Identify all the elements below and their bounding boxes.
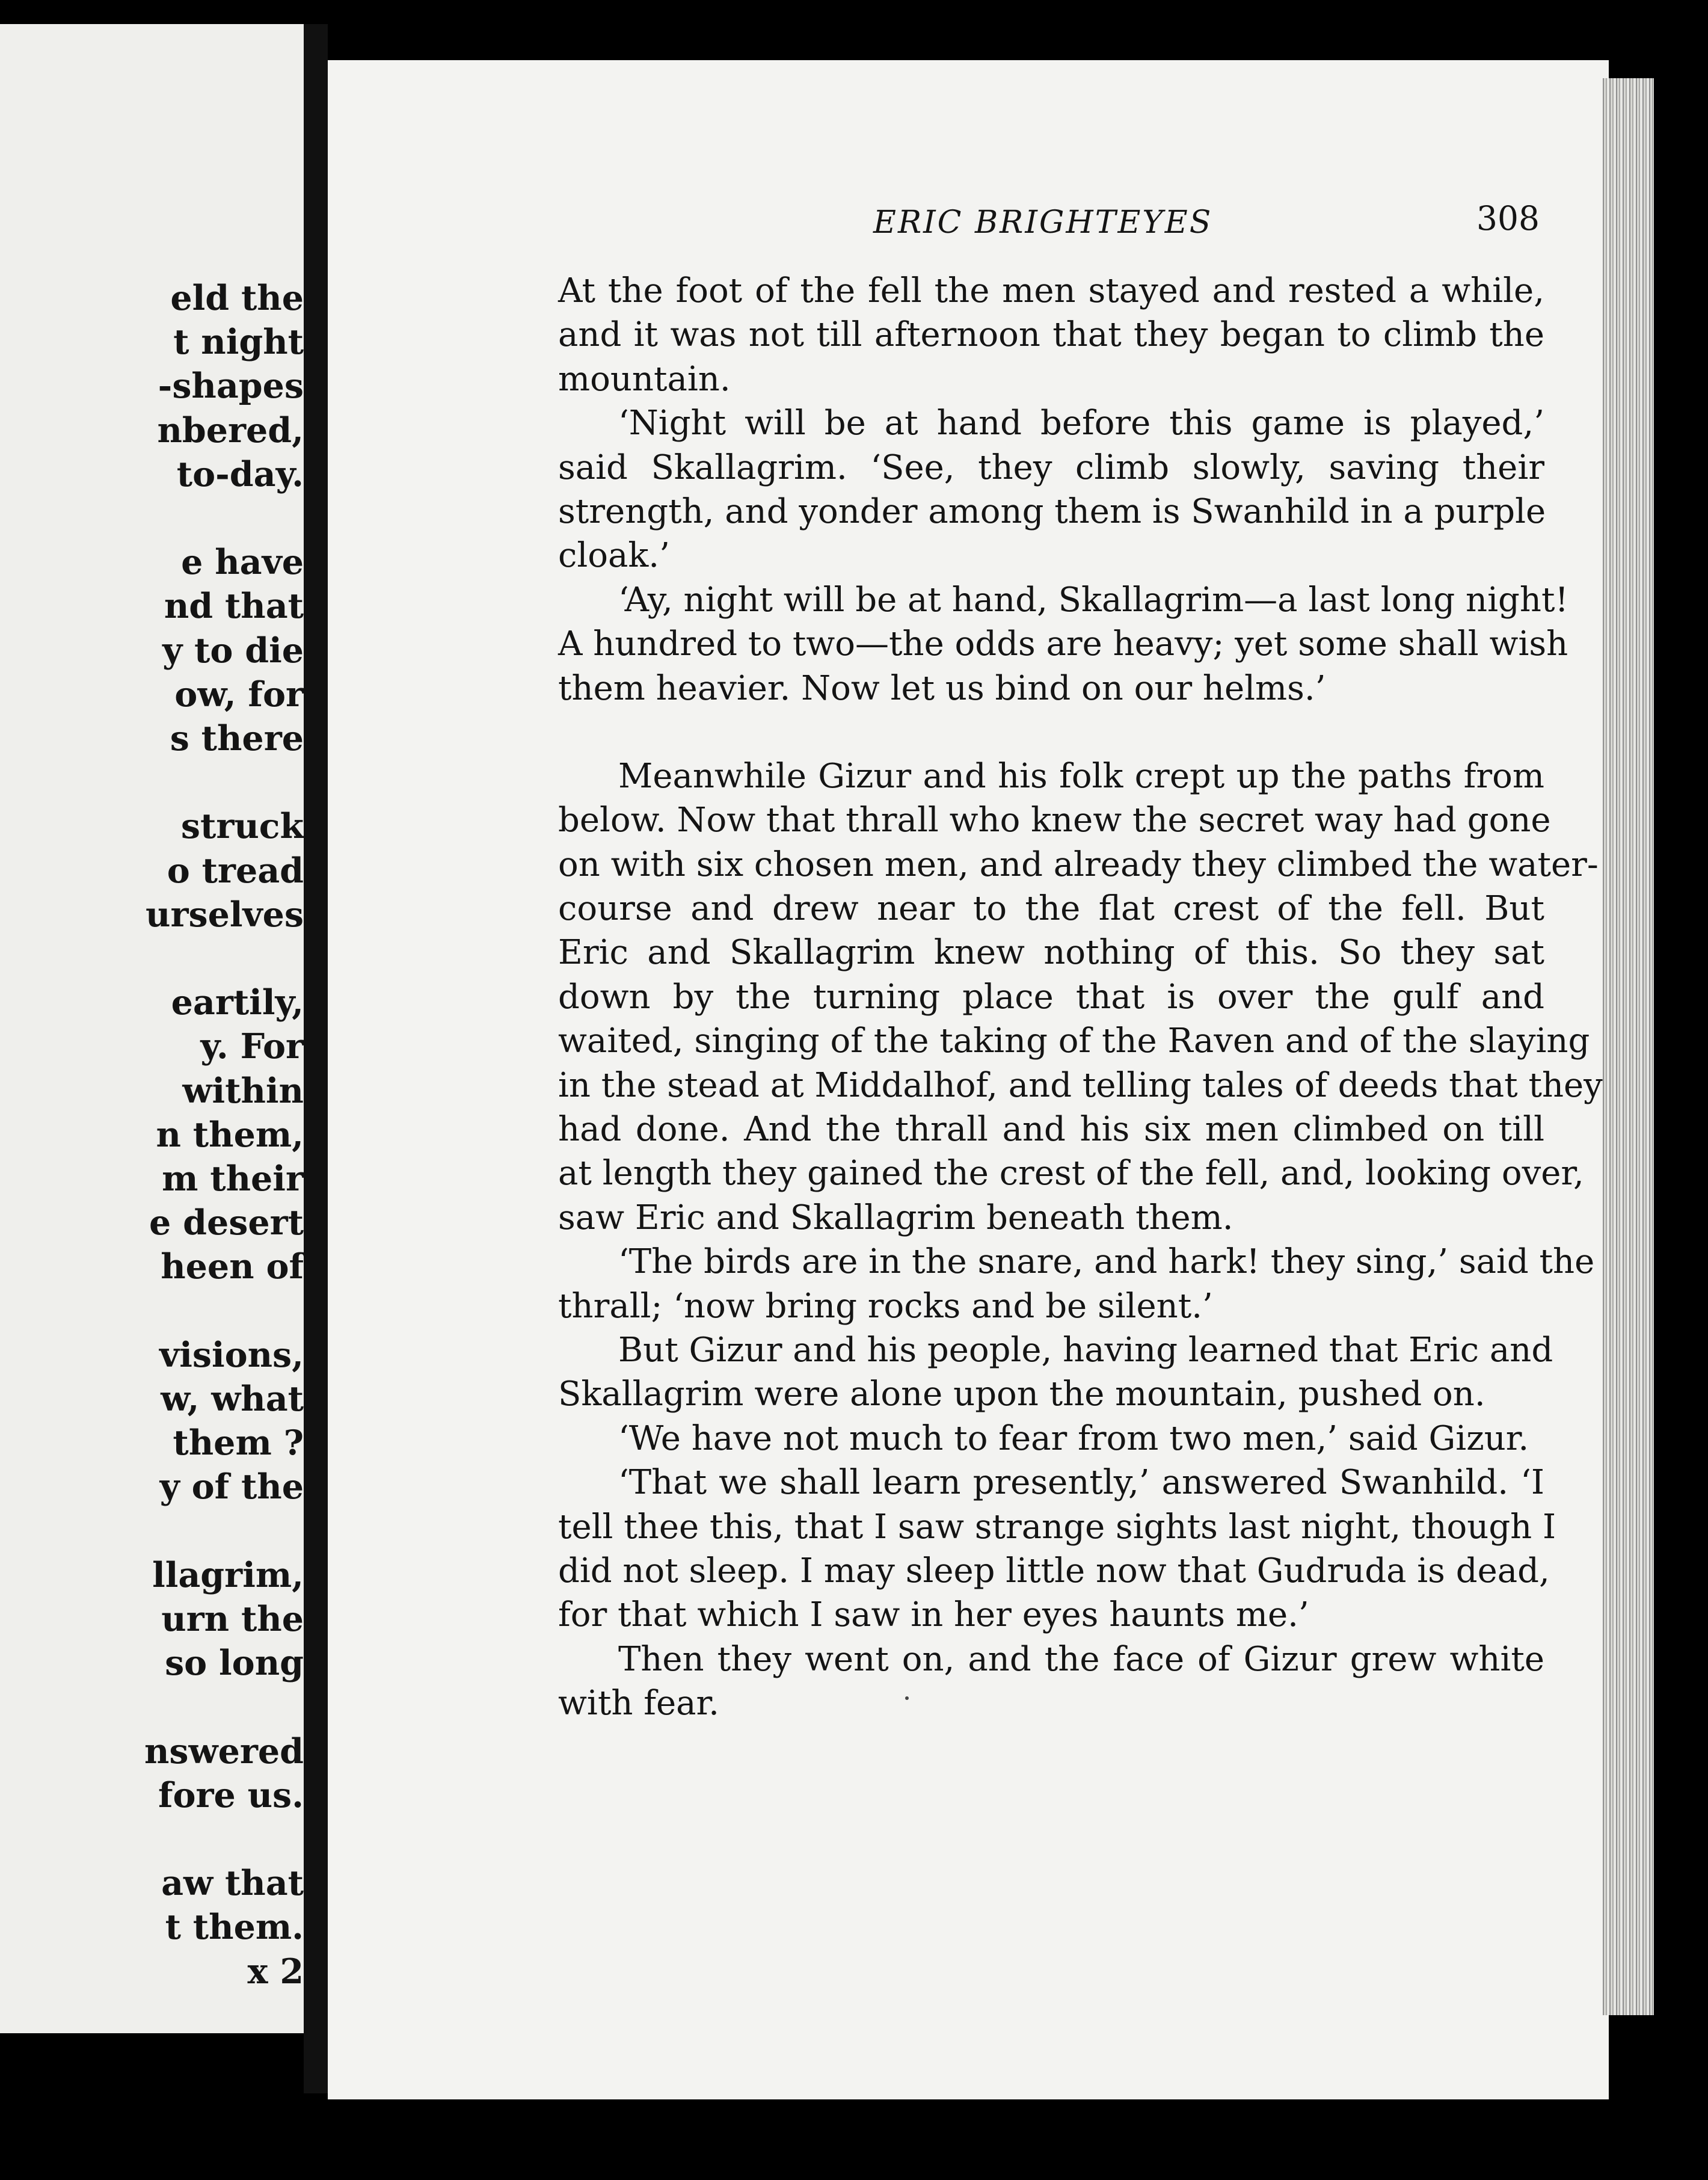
text-line: did not sleep. I may sleep little now that Gudruda is dead, — [558, 1551, 1550, 1590]
left-page-line: ow, for — [174, 674, 304, 715]
text-line: saw Eric and Skallagrim beneath them. — [558, 1198, 1233, 1237]
book-gutter — [304, 24, 328, 2093]
text-line: down by the turning place that is over the gulf and — [558, 977, 1544, 1017]
left-page-line: so long — [165, 1643, 304, 1684]
text-line: on with six chosen men, and already they climbed the water- — [558, 845, 1599, 884]
text-line: Eric and Skallagrim knew nothing of this. So they sat — [558, 933, 1544, 973]
page-edge-stack — [1603, 78, 1654, 2015]
text-line: thrall; ‘now bring rocks and be silent.’ — [558, 1286, 1213, 1326]
left-page-line: nbered, — [157, 410, 304, 451]
left-page-line: x 2 — [247, 1951, 304, 1992]
left-page-line: y. For — [200, 1026, 304, 1067]
left-page-line: e have — [181, 542, 304, 583]
text-line: tell thee this, that I saw strange sights last night, though I — [558, 1507, 1556, 1547]
text-line: for that which I saw in her eyes haunts me.’ — [558, 1595, 1309, 1635]
text-line: Meanwhile Gizur and his folk crept up the paths from — [618, 756, 1544, 796]
text-line: below. Now that thrall who knew the secret way had gone — [558, 801, 1551, 840]
text-line: course and drew near to the flat crest of the fell. But — [558, 889, 1544, 929]
text-line: Skallagrim were alone upon the mountain, pushed on. — [558, 1375, 1485, 1414]
text-line: in the stead at Middalhof, and telling tales of deeds that they — [558, 1065, 1603, 1105]
print-speck — [905, 1696, 909, 1700]
text-line: mountain. — [558, 359, 731, 399]
left-page-line: llagrim, — [152, 1554, 304, 1595]
running-head: ERIC BRIGHTEYES — [873, 205, 1213, 241]
page-number: 308 — [1476, 199, 1540, 238]
left-page-line: w, what — [161, 1379, 304, 1419]
section-break — [558, 710, 1544, 754]
left-page-line: o tread — [167, 850, 304, 891]
text-line: A hundred to two—the odds are heavy; yet some shall wish — [558, 624, 1568, 664]
left-page-line: eld the — [170, 278, 304, 318]
text-line: ‘The birds are in the snare, and hark! they sing,’ said the — [618, 1242, 1595, 1282]
text-line: had done. And the thrall and his six men climbed on till — [558, 1110, 1544, 1150]
left-page-line: s there — [170, 718, 304, 759]
left-page-line: struck — [180, 806, 304, 847]
text-line: At the foot of the fell the men stayed and rested a while, — [558, 271, 1544, 310]
left-page-line: n them, — [156, 1114, 304, 1155]
text-line: ‘That we shall learn presently,’ answered Swanhild. ‘I — [618, 1463, 1544, 1503]
left-page-line: within — [182, 1070, 304, 1111]
left-page-line: m their — [162, 1159, 304, 1199]
left-page-line: urn the — [161, 1599, 304, 1639]
text-line: Then they went on, and the face of Gizur grew white — [618, 1639, 1544, 1679]
text-line: ‘Ay, night will be at hand, Skallagrim—a last long night! — [618, 580, 1568, 620]
left-page-line: e desert — [149, 1202, 304, 1243]
left-page-line: y to die — [162, 630, 304, 671]
left-page-line: heen of — [161, 1246, 304, 1287]
body-text — [558, 269, 1603, 1726]
left-page-line: eartily, — [171, 982, 304, 1023]
text-line: strength, and yonder among them is Swanhild in a purple — [558, 491, 1546, 531]
left-page-line: t them. — [165, 1907, 304, 1948]
left-page — [0, 24, 304, 2033]
text-line: and it was not till afternoon that they began to climb the — [558, 315, 1544, 355]
text-line: cloak.’ — [558, 536, 670, 576]
text-line: waited, singing of the taking of the Raven and of the slaying — [558, 1021, 1590, 1061]
text-line: at length they gained the crest of the fell, and, looking over, — [558, 1154, 1584, 1193]
left-page-line: -shapes — [158, 366, 304, 407]
left-page-line: urselves — [146, 894, 304, 935]
left-page-line: t night — [173, 322, 304, 363]
left-page-line: visions, — [159, 1334, 304, 1375]
text-line: ‘Night will be at hand before this game is played,’ — [618, 404, 1544, 443]
text-line: with fear. — [558, 1684, 719, 1723]
left-page-text — [0, 24, 304, 2033]
left-page-line: to-day. — [176, 454, 304, 494]
left-page-line: fore us. — [158, 1775, 304, 1815]
left-page-line: y of the — [159, 1467, 304, 1507]
text-line: said Skallagrim. ‘See, they climb slowly, saving their — [558, 448, 1544, 487]
text-line: ‘We have not much to fear from two men,’ said Gizur. — [618, 1418, 1529, 1458]
text-line: But Gizur and his people, having learned that Eric and — [618, 1330, 1553, 1370]
text-line: them heavier. Now let us bind on our helms.’ — [558, 668, 1326, 708]
left-page-line: nd that — [164, 586, 304, 627]
left-page-line: aw that — [161, 1863, 304, 1904]
left-page-line: nswered — [144, 1731, 304, 1772]
left-page-line: them ? — [173, 1423, 304, 1464]
